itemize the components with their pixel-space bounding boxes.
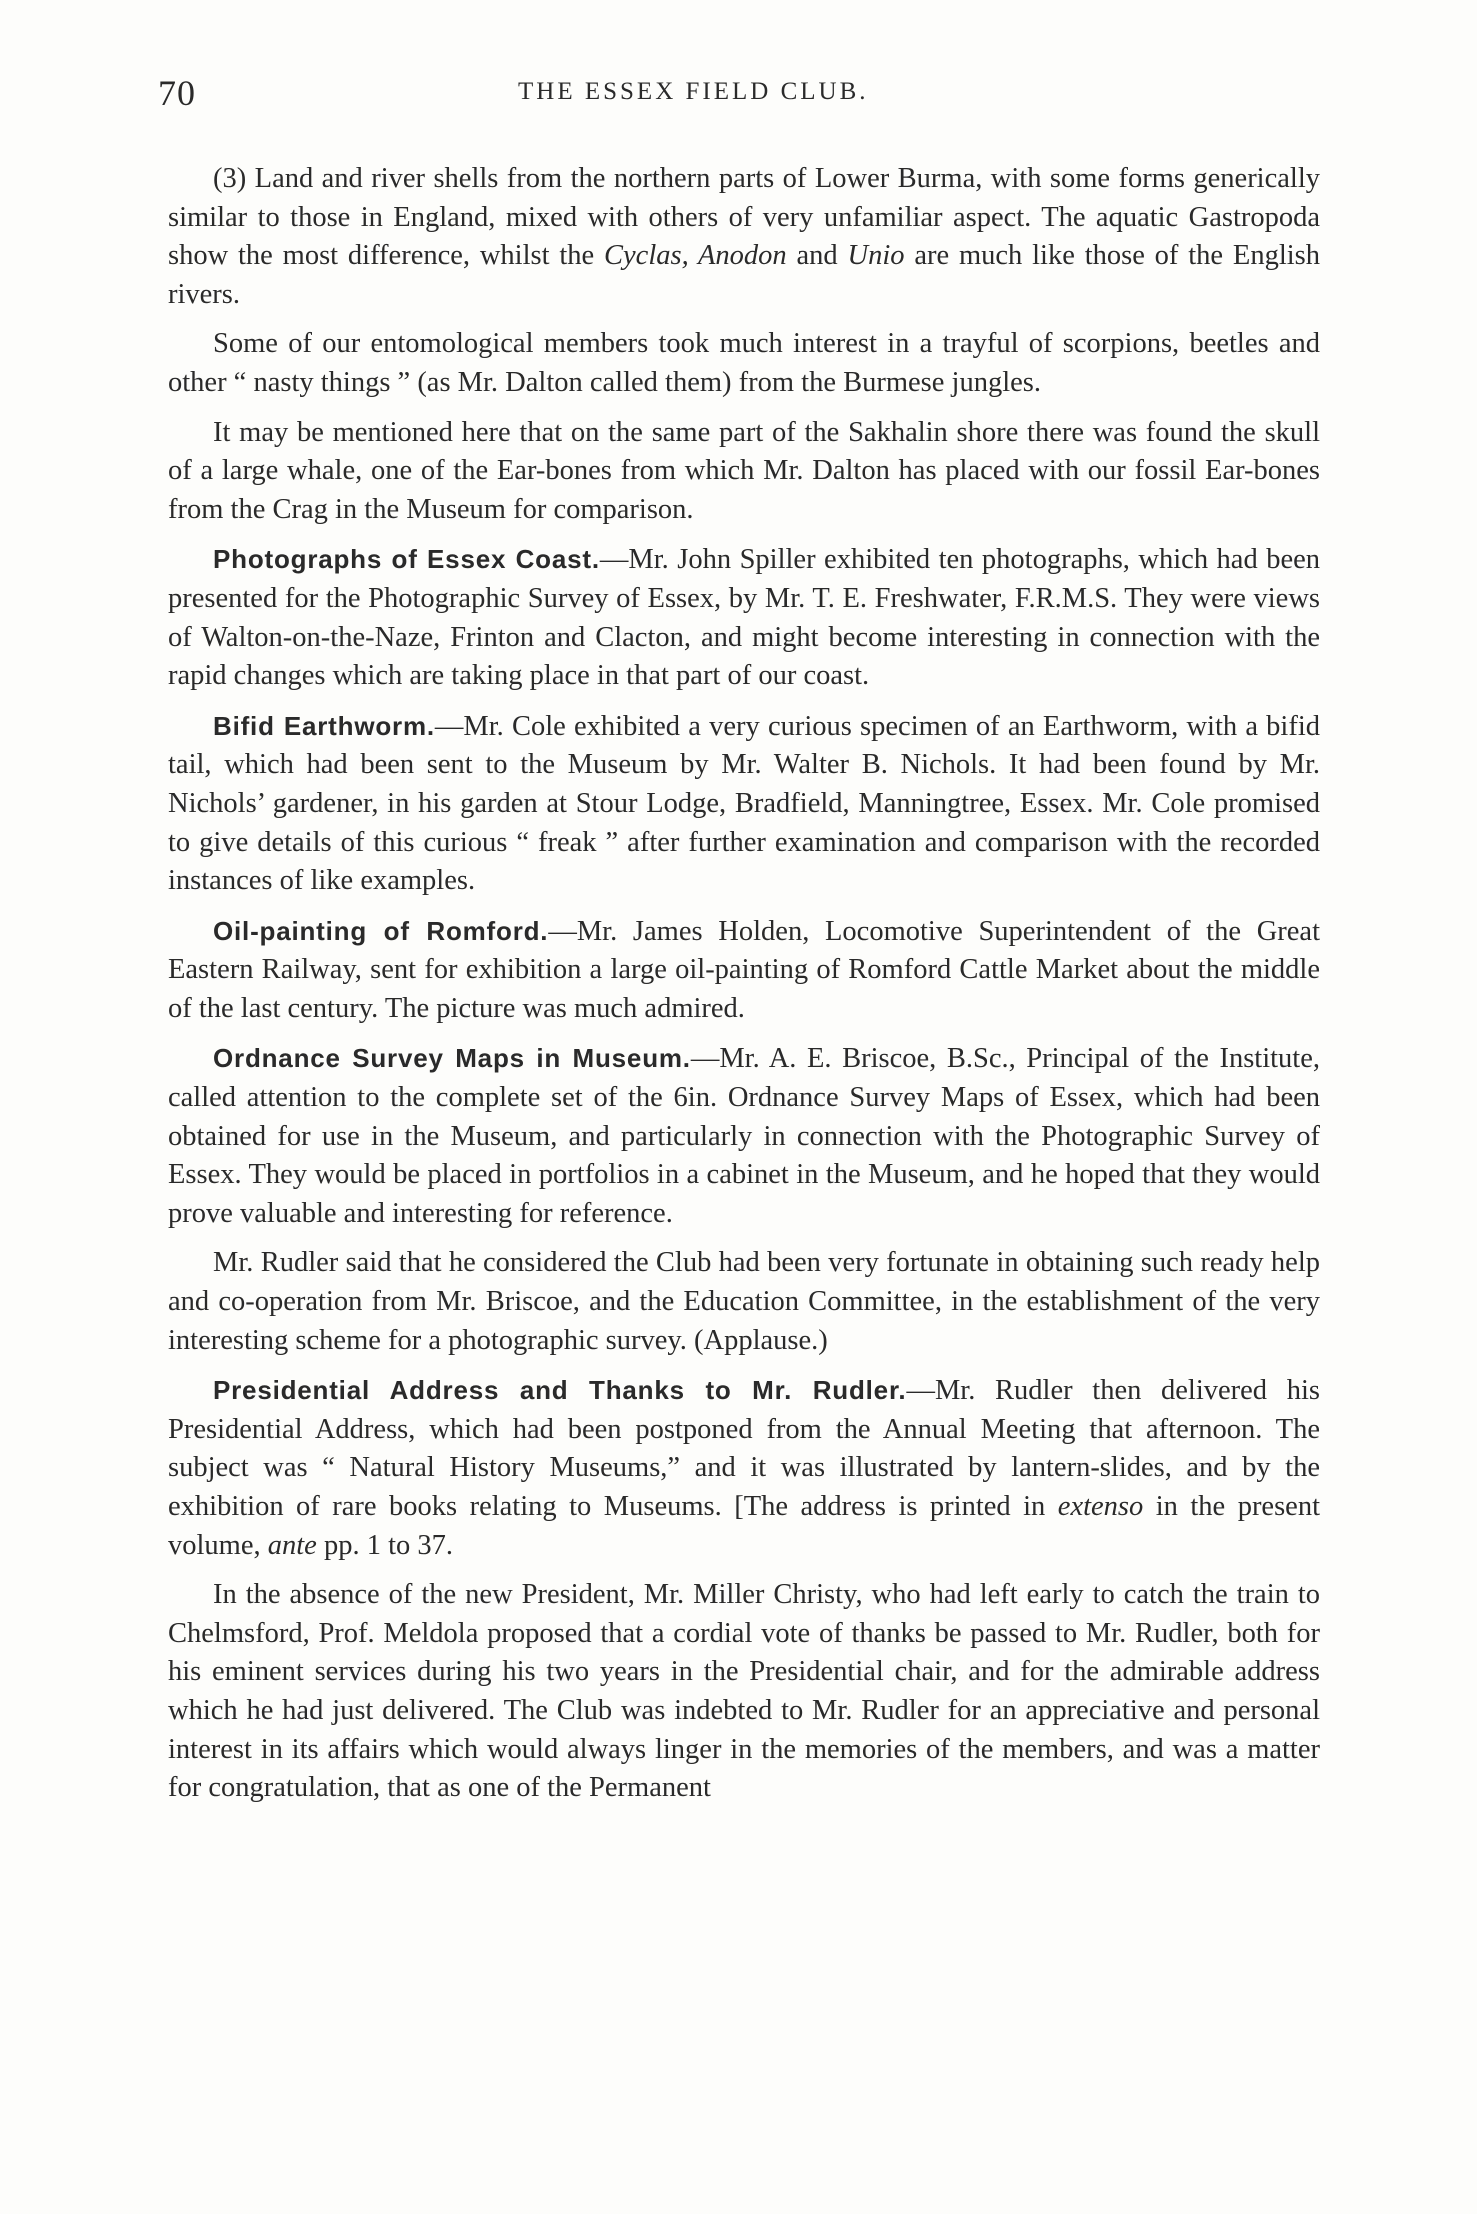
section-heading: Ordnance Survey Maps in Museum. xyxy=(213,1043,691,1074)
page-number: 70 xyxy=(158,73,196,113)
paragraph-text: pp. 1 to 37. xyxy=(316,1529,453,1561)
section-heading: Photographs of Essex Coast. xyxy=(213,544,600,575)
paragraph xyxy=(168,1039,1320,1233)
paragraph-text: Mr. Rudler said that he considered the Club had been very fortunate in obtaining such ready help and co-operation from Mr. Briscoe, and the Education Committee, in the establishment of the very interesting scheme for a photographic survey. (Applause.) xyxy=(168,1247,1320,1356)
paragraph xyxy=(168,1576,1320,1808)
section-heading: Bifid Earthworm. xyxy=(213,710,435,741)
paragraph-text: and xyxy=(786,240,848,272)
paragraph-text: (3) Land and river shells from the northern parts of Lower Burma, with some forms generically similar to those in England, mixed with others of very unfamiliar aspect. The aquatic Gastropoda show the most difference, whilst the xyxy=(168,163,1320,272)
paragraph xyxy=(168,912,1320,1029)
paragraph-text: In the absence of the new President, Mr. Miller Christy, who had left early to catch the train to Chelmsford, Prof. Meldola proposed that a cordial vote of thanks be passed to Mr. Rudler, both for his eminent services during his two years in the Presidential chair, and for the admirable address which he had just delivered. The Club was indebted to Mr. Rudler for an appreciative and personal interest in its affairs which would always linger in the memories of the members, and was a matter for congratulation, that as one of the Permanent xyxy=(168,1579,1320,1804)
italic-term: ante xyxy=(267,1529,317,1561)
paragraph xyxy=(168,1371,1320,1565)
paragraph-text: are much like those of the English rivers. xyxy=(168,240,1320,310)
running-title: THE ESSEX FIELD CLUB. xyxy=(518,78,869,105)
paragraph xyxy=(168,325,1320,402)
italic-term: Unio xyxy=(847,240,905,272)
paragraph xyxy=(168,707,1320,901)
paragraph xyxy=(168,540,1320,695)
section-heading: Oil-painting of Romford. xyxy=(213,915,549,946)
paragraph-text: It may be mentioned here that on the same part of the Sakhalin shore there was found the skull of a large whale, one of the Ear-bones from which Mr. Dalton has placed with our fossil Ear-bones from the Crag in the Museum for comparison. xyxy=(168,416,1320,525)
paragraph-text: —Mr. Rudler then delivered his Presidential Address, which had been postponed from the Annual Meeting that afternoon. The subject was “ Natural History Museums,” and it was illustrated by lantern-slides, and by the exhibition of rare books relating to Museums. [The address is printed in xyxy=(168,1375,1320,1522)
section-heading: Presidential Address and Thanks to Mr. Rudler. xyxy=(213,1375,907,1406)
paragraph-text: —Mr. A. E. Briscoe, B.Sc., Principal of the Institute, called attention to the complete set of the 6in. Ordnance Survey Maps of Essex, which had been obtained for use in the Museum, and particularly in connection with the Photographic Survey of Essex. They would be placed in portfolios in a cabinet in the Museum, and he hoped that they would prove valuable and interesting for reference. xyxy=(168,1043,1320,1229)
paragraph-text: —Mr. Cole exhibited a very curious specimen of an Earthworm, with a bifid tail, which had been sent to the Museum by Mr. Walter B. Nichols. It had been found by Mr. Nichols’ gardener, in his garden at Stour Lodge, Bradfield, Manningtree, Essex. Mr. Cole promised to give details of this curious “ freak ” after further examination and comparison with the recorded instances of like examples. xyxy=(168,710,1320,897)
running-head xyxy=(0,72,1477,112)
paragraph xyxy=(168,1244,1320,1360)
paragraph-text: —Mr. John Spiller exhibited ten photographs, which had been presented for the Photographic Survey of Essex, by Mr. T. E. Freshwater, F.R.M.S. They were views of Walton-on-the-Naze, Frinton and Clacton, and might become interesting in connection with the rapid changes which are taking place in that part of our coast. xyxy=(168,544,1320,692)
paragraph xyxy=(168,414,1320,530)
paragraph-text: in the present volume, xyxy=(168,1491,1320,1561)
paragraph-text: —Mr. James Holden, Locomotive Superintendent of the Great Eastern Railway, sent for exhibition a large oil-painting of Romford Cattle Market about the middle of the last century. The picture was much admired. xyxy=(168,915,1320,1024)
italic-term: extenso xyxy=(1057,1491,1144,1522)
italic-term: Cyclas, Anodon xyxy=(604,240,787,272)
paragraph-text: Some of our entomological members took much interest in a trayful of scorpions, beetles and other “ nasty things ” (as Mr. Dalton called them) from the Burmese jungles. xyxy=(168,328,1320,398)
paragraph xyxy=(168,160,1320,314)
body-text xyxy=(168,160,1320,1819)
